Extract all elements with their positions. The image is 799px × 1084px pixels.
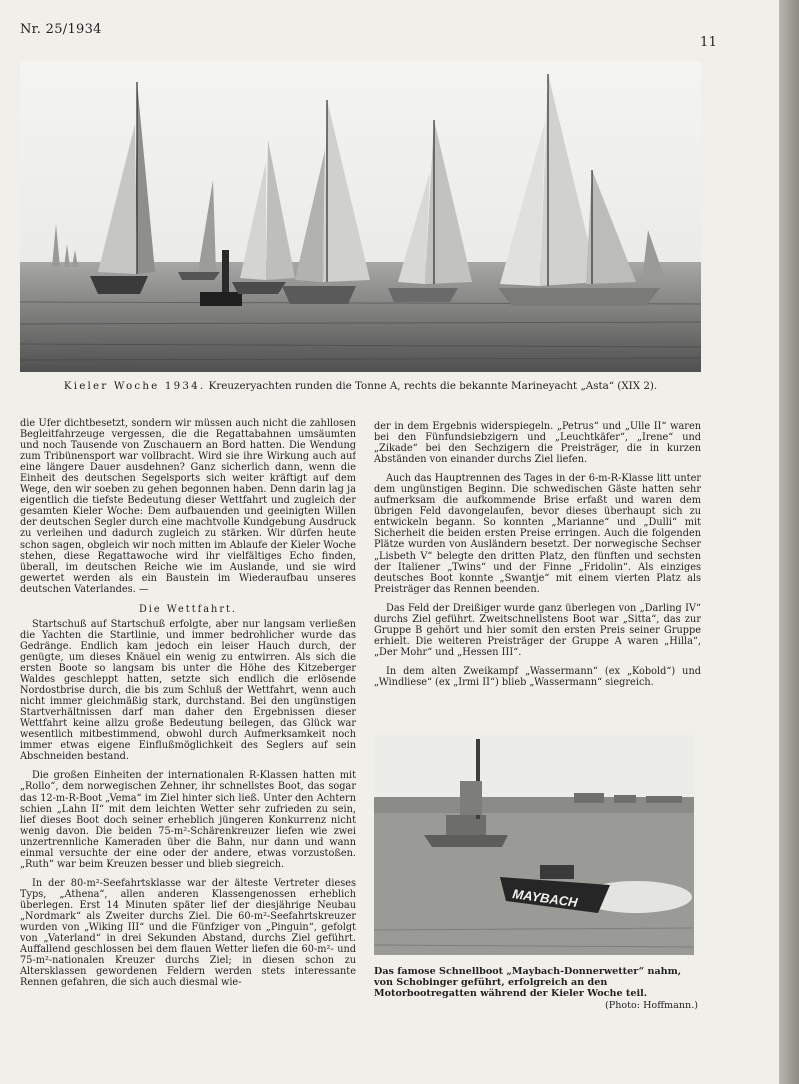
paragraph: Das Feld der Dreißiger wurde ganz überlegen von „Darling IV“ durchs Ziel geführt. Zweitschnellstens Boot war „Sitta“, das zur Gruppe B gehört und hier somit den ersten Preis seiner Gruppe erhielt. Die weiteren Preisträger der Gruppe A waren „Hilla“, „Der Mohr“ und „Hessen III“. [374, 602, 701, 658]
paragraph: Auch das Hauptrennen des Tages in der 6-m-R-Klasse litt unter dem ungünstigen Beginn. Die schwedischen Gäste hatten sehr aufmerksam die aufkommende Brise erfaßt und waren dem übrigen Feld davongelaufen, bevor dieses überhaupt sich zu entwickeln begann. So konnten „Marianne“ und „Dulli“ mit Sicherheit die beiden ersten Preise erringen. Auch die folgenden Plätze wurden von Ausländern besetzt. Der norwegische Sechser „Lisbeth V“ belegte den dritten Platz, den fünften und sechsten der Italiener „Twins“ und der Finne „Fridolin“. Als einziges deutsches Boot konnte „Swantje“ mit einem vierten Platz als Preisträger das Rennen beenden. [374, 473, 701, 595]
right-article-column [374, 421, 701, 701]
sailing-yachts-photo [20, 62, 701, 372]
paragraph: In dem alten Zweikampf „Wassermann“ (ex „Kobold“) und „Windliese“ (ex „Irmi II“) blieb „Wassermann“ siegreich. [374, 665, 701, 688]
paragraph: In der 80-m²-Seefahrtsklasse war der älteste Vertreter dieses Typs, „Athena“, allen anderen Klassengenossen erheblich überlegen. Erst 14 Minuten später lief der diesjährige Neubau „Nordmark“ als Zweiter durchs Ziel. Die 60-m²-Seefahrtskreuzer wurden von „Wiking III“ und die Fünfziger von „Pinguin“, gefolgt von „Vaterland“ in drei Sekunden Abstand, durchs Ziel geführt. Auffallend geschlossen bei dem flauen Wetter liefen die 60-m²- und 75-m²-nationalen Kreuzer durchs Ziel; in diesen schon zu Altersklassen gewordenen Feldern werden stets interessante Rennen gefahren, die sich auch diesmal wie- [20, 877, 356, 989]
left-article-column [20, 418, 356, 1008]
photo-credit: (Photo: Hoffmann.) [605, 999, 698, 1011]
caption-lead: Kieler Woche 1934. [63, 380, 206, 392]
binding-edge [779, 0, 799, 1084]
paragraph: Die großen Einheiten der internationalen R-Klassen hatten mit „Rollo“, dem norwegischen Zehner, ihr schnellstes Boot, das sogar das 12-m-R-Boot „Vema“ im Ziel hinter sich ließ. Unter den Achtern schien „Lahn II“ mit dem leichten Wetter sehr zufrieden zu sein, lief dieses Boot doch seiner erheblich jüngeren Konkurrenz nicht wenig davon. Die beiden 75-m²-Schärenkreuzer liefen wie zwei unzertrennliche Kameraden über die Bahn, nur dann und wann einmal versuchte der eine oder der andere, etwas vorzustoßen. „Ruth“ war beim Kreuzen besser und blieb siegreich. [20, 770, 356, 870]
boat-lettering: MAYBACH [511, 886, 579, 911]
caption-text: Kreuzeryachten runden die Tonne A, rechts die bekannte Marineyacht „Asta“ (XIX 2). [205, 380, 658, 392]
motorboat-photo [374, 735, 694, 955]
section-heading: Die Wettfahrt. [138, 603, 238, 615]
issue-number: Nr. 25/1934 [20, 22, 102, 37]
paragraph: Startschuß auf Startschuß erfolgte, aber nur langsam verließen die Yachten die Startlinie, und immer bedrohlicher wurde das Gedränge. Endlich kam jedoch ein leiser Hauch durch, der genügte, um dieses Knäuel ein wenig zu entwirren. Als sich die ersten Boote so langsam bis unter die Höhe des Kitzeberger Waldes geschleppt hatten, setzte sich endlich die erlösende Nordostbrise durch, die bis zum Schluß der Wettfahrt, wenn auch nicht immer gleichmäßig stark, durchstand. Bei den ungünstigen Startverhältnissen darf man daher den Ergebnissen dieser Wettfahrt keine allzu große Bedeutung beilegen, das Glück war wesentlich mitbestimmend, obwohl durch Aufmerksamkeit noch immer etwas eigene Einflußmöglichkeit des Seglers auf sein Abschneiden bestand. [20, 618, 356, 763]
paragraph: die Ufer dichtbesetzt, sondern wir müssen auch nicht die zahllosen Begleitfahrzeuge vergessen, die die Regattabahnen umsäumten und noch Tausende von Zuschauern an Bord hatten. Die Wendung zum Tribünensport war vollbracht. Wird sie ihre Wirkung auch auf eine längere Dauer ausdehnen? Ganz sicherlich dann, wenn die Einheit des deutschen Segelsports sich weiter kräftigt auf dem Wege, den wir soeben zu gehen begonnen haben. Denn darin lag ja eigentlich die tiefste Bedeutung dieser Wettfahrt und zugleich der gesamten Kieler Woche: Dem aufbauenden und geeinigten Willen der deutschen Segler durch eine machtvolle Kundgebung Ausdruck zu verleihen und dadurch zugleich zu stärken. Wir dürfen heute schon sagen, obgleich wir noch mitten im Ablaufe der Kieler Woche stehen, diese Regattawoche wird ihr vielfältiges Echo finden, überall, im deutschen Reiche wie im Auslande, und sie wird gewertet werden als ein Baustein im Wiederaufbau unseres deutschen Vaterlandes. — [20, 418, 356, 595]
paragraph: der in dem Ergebnis widerspiegeln. „Petrus“ und „Ulle II“ waren bei den Fünfundsiebzigern und „Leuchtkäfer“, „Irene“ und „Zikade“ bei den Sechzigern die Preisträger, die in kurzen Abständen von einander durchs Ziel liefen. [374, 421, 701, 466]
photo-caption [20, 380, 701, 392]
page-number: 11 [700, 35, 718, 50]
caption-text: Das famose Schnellboot „Maybach-Donnerwetter“ nahm, von Schobinger geführt, erfolgreich an den Motorbootregatten während der Kieler Woche teil. [374, 966, 682, 1000]
motorboat-caption [374, 966, 698, 1011]
